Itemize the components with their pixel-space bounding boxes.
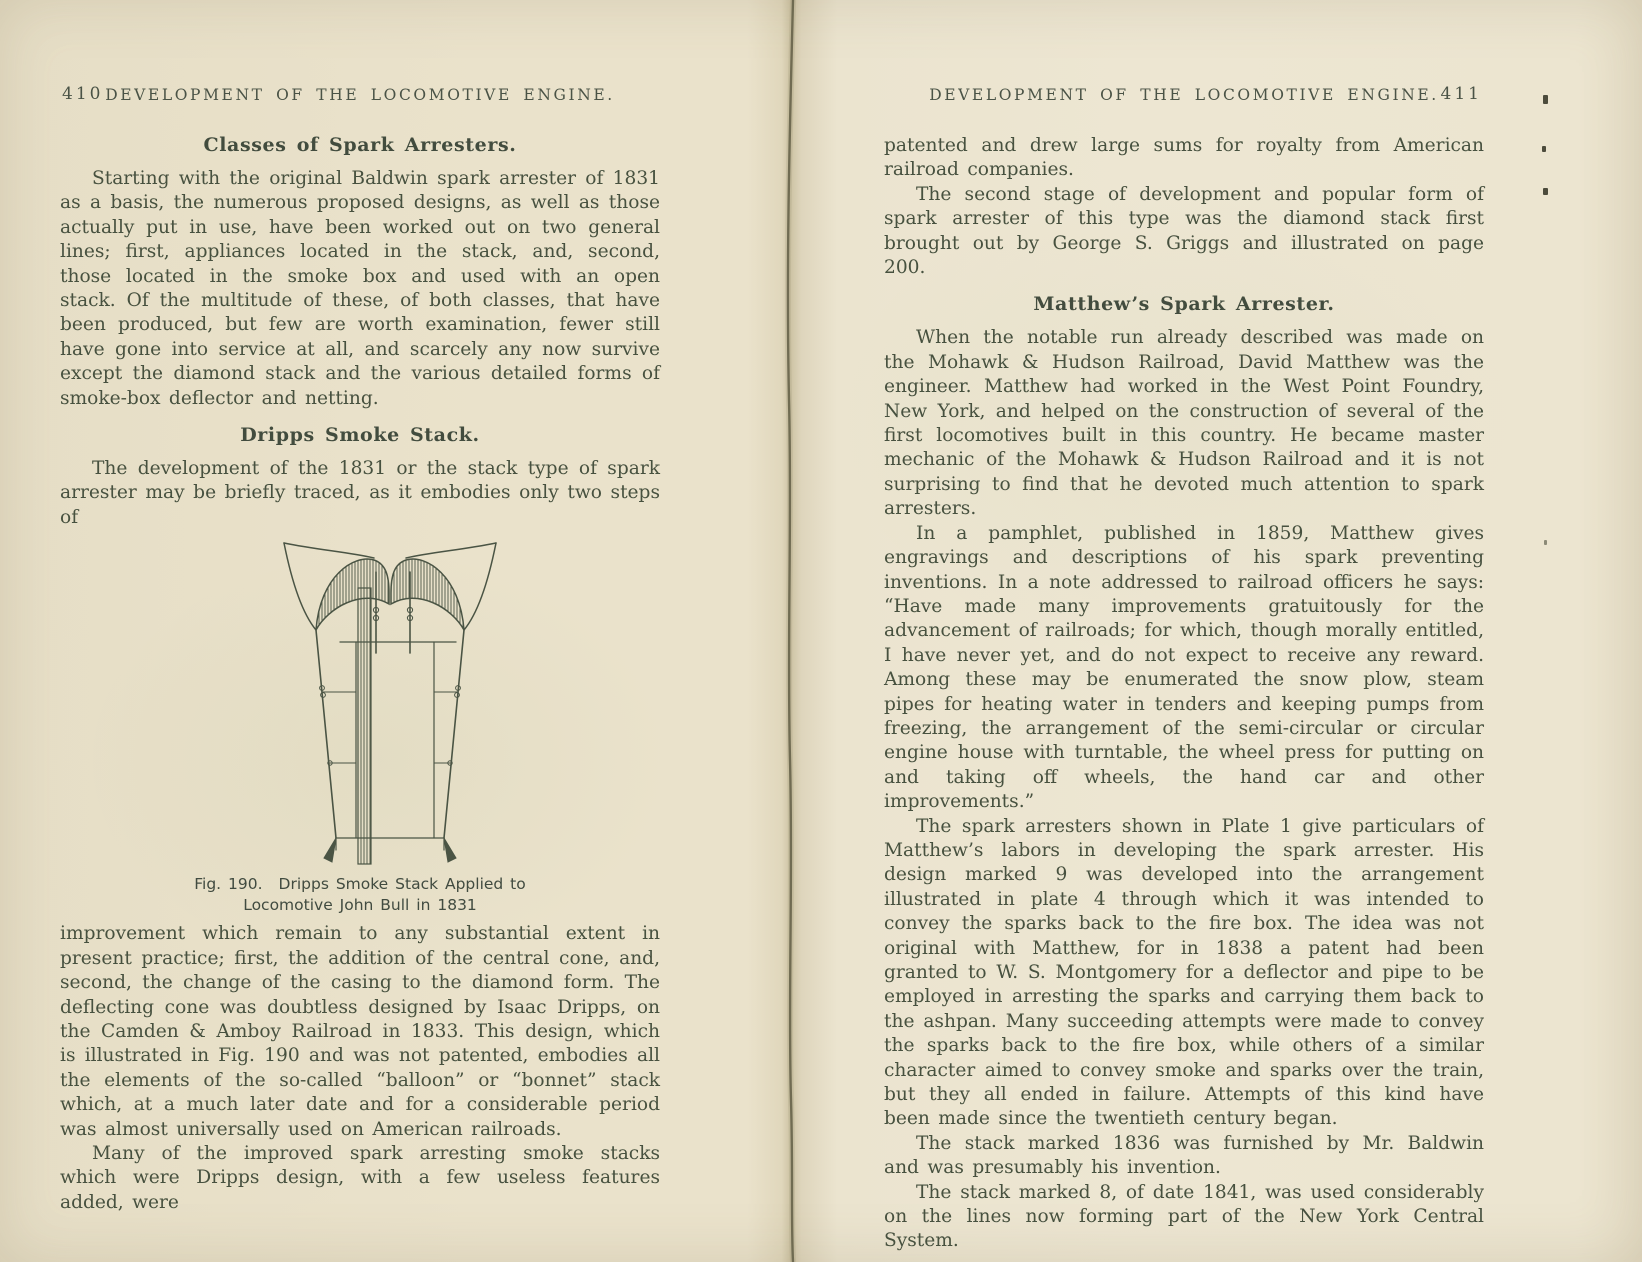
scan-speck [1544,540,1547,545]
page-right [884,86,1484,1254]
page-number-right: 411 [1440,84,1482,104]
figure-caption-line2: Locomotive John Bull in 1831 [243,896,477,915]
figure-label: Fig. 190. [194,875,263,894]
paragraph: When the notable run already described was made on the Mohawk & Hudson Railroad, David Matthew was the engineer. Matthew had worked in the West Point Foundry, New York, and helped on the construction of several of the first locomotives built in this country. He became master mechanic of the Mohawk & Hudson Railroad and it is not surprising to find that he devoted much attention to spark arresters. [884,327,1484,520]
running-title-left: DEVELOPMENT OF THE LOCOMOTIVE ENGINE. [105,86,615,104]
scan-speck [1543,95,1548,104]
running-header-left [60,86,660,110]
dripps-smoke-stack-engraving [270,538,510,868]
figure-dripps-smoke-stack [60,538,660,916]
running-header-right [884,86,1484,110]
scan-speck [1542,146,1546,152]
paragraph: patented and drew large sums for royalty from American railroad companies. [884,135,1484,181]
paragraph: The second stage of development and popular form of spark arrester of this type was the diamond stack first brought out by George S. Griggs and illustrated on page 200. [884,183,1484,279]
page-left [60,86,660,1215]
running-title-right: DEVELOPMENT OF THE LOCOMOTIVE ENGINE. [929,86,1439,104]
figure-caption-line1: Dripps Smoke Stack Applied to [278,875,526,894]
right-page-text [884,134,1484,1254]
paragraph: Starting with the original Baldwin spark arrester of 1831 as a basis, the numerous proposed designs, as well as those actually put in use, have been worked out on two general lines; first, appliances located in the stack, and, second, those located in the smoke box and used with an open stack. Of the multitude of these, of both classes, that have been produced, but few are worth examination, fewer still have gone into service at all, and scarcely any now survive except the diamond stack and the various detailed forms of smoke-box deflector and netting. [60,168,660,409]
paragraph: The stack marked 8, of date 1841, was used considerably on the lines now forming part of the New York Central System. [884,1181,1484,1252]
paragraph: In a pamphlet, published in 1859, Matthew gives engravings and descriptions of his spark preventing inventions. In a note addressed to railroad officers he says: “Have made many improvements gratuitously for the advancement of railroads; for which, though morally entitled, I have never yet, and do not expect to receive any reward. Among these may be enumerated the snow plow, steam pipes for heating water in tenders and keeping pumps from freezing, the arrangement of the semi-circular or circular engine house with turntable, the wheel press for putting on and taking off wheels, the hand car and other improvements.” [884,522,1484,813]
left-page-text [60,134,660,1215]
section-heading-dripps: Dripps Smoke Stack. [240,424,480,447]
page-number-left: 410 [62,84,104,104]
paragraph: The spark arresters shown in Plate 1 give particulars of Matthew’s labors in developing the spark arrester. His design marked 9 was developed into the arrangement illustrated in plate 4 through which it was intended to convey the sparks back to the fire box. The idea was not original with Matthew, for in 1838 a patent had been granted to W. S. Montgomery for a deflector and pipe to be employed in arresting the sparks and carrying them back to the ashpan. Many succeeding attempts were made to convey the sparks back to the fire box, while others of a similar character aimed to convey smoke and sparks over the train, but they all ended in failure. Attempts of this kind have been made since the twentieth century began. [884,815,1484,1130]
section-heading-classes: Classes of Spark Arresters. [203,134,517,156]
paragraph: improvement which remain to any substantial extent in present practice; first, the addition of the central cone, and, second, the change of the casing to the diamond form. The deflecting cone was doubtless designed by Isaac Dripps, on the Camden & Amboy Railroad in 1833. This design, which is illustrated in Fig. 190 and was not patented, embodies all the elements of the so-called “balloon” or “bonnet” stack which, at a much later date and for a considerable period was almost universally used on American railroads. [60,923,660,1140]
scan-speck [1543,188,1548,195]
paragraph: Many of the improved spark arresting smoke stacks which were Dripps design, with a few useless features added, were [60,1142,660,1213]
paragraph: The development of the 1831 or the stack type of spark arrester may be briefly traced, as it embodies only two steps of [60,458,660,528]
paragraph: The stack marked 1836 was furnished by Mr. Baldwin and was presumably his invention. [884,1132,1484,1179]
figure-caption [60,874,660,916]
section-heading-matthew: Matthew’s Spark Arrester. [1033,293,1335,316]
